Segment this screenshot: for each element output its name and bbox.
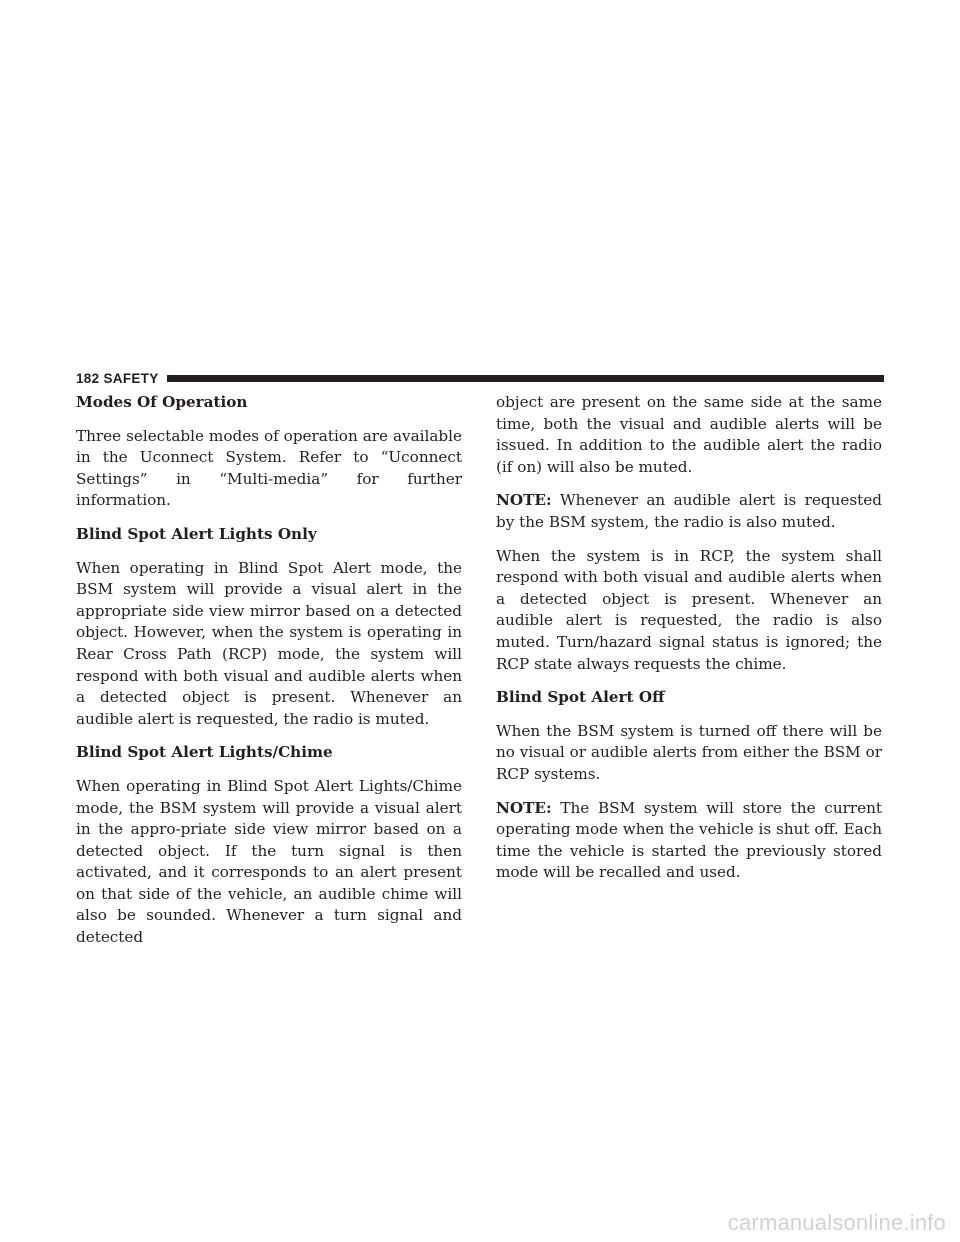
- page-number-label: 182 SAFETY: [76, 370, 159, 386]
- header-rule: [167, 375, 884, 382]
- note-store-mode: [496, 798, 882, 884]
- paragraph-lights-only: When operating in Blind Spot Alert mode, the BSM system will provide a visual alert in the appropriate side view mirror based on a detected object. However, when the system is operating in Rear Cross Path (RCP) mode, the system will respond with both visual and audible alerts when a detected object is present. Whenever an audible alert is requested, the radio is muted.: [76, 558, 462, 728]
- heading-lights-chime: Blind Spot Alert Lights/Chime: [76, 743, 333, 762]
- paragraph-rcp: When the system is in RCP, the system shall respond with both visual and audible alerts when a detected object is present. Whenever an audible alert is requested, the radio is also muted. Turn/hazard signal status is ignored; the RCP state always requests the chime.: [496, 546, 882, 673]
- note-label: NOTE:: [496, 491, 552, 510]
- note-text: The BSM system will store the current operating mode when the vehicle is shut off. Each time the vehicle is started the previously stored mode will be recalled and used.: [496, 798, 882, 882]
- note-label: NOTE:: [496, 798, 552, 817]
- heading-lights-only: Blind Spot Alert Lights Only: [76, 524, 317, 543]
- right-column: [496, 392, 882, 896]
- watermark-text: carmanualsonline.info: [727, 1210, 946, 1235]
- left-column: [76, 392, 462, 961]
- watermark: [0, 1210, 960, 1236]
- paragraph-alert-off: When the BSM system is turned off there will be no visual or audible alerts from either the BSM or RCP systems.: [496, 721, 882, 783]
- note-audible-alert: [496, 490, 882, 533]
- paragraph-lights-chime: When operating in Blind Spot Alert Lights/Chime mode, the BSM system will provide a visual alert in the appro-priate side view mirror based on a detected object. If the turn signal is then activated, and it corresponds to an alert present on that side of the vehicle, an audible chime will also be sounded. Whenever a turn signal and detected: [76, 776, 462, 947]
- heading-alert-off: Blind Spot Alert Off: [496, 688, 665, 707]
- paragraph-continued: object are present on the same side at the same time, both the visual and audible alerts will be issued. In addition to the audible alert the radio (if on) will also be muted.: [496, 393, 882, 476]
- paragraph-modes: Three selectable modes of operation are available in the Uconnect System. Refer to “Uconnect Settings” in “Multi-media” for further information.: [76, 426, 462, 510]
- page-header: [76, 370, 884, 386]
- heading-modes-of-operation: Modes Of Operation: [76, 393, 248, 411]
- note-text: Whenever an audible alert is requested by the BSM system, the radio is also muted.: [496, 491, 882, 531]
